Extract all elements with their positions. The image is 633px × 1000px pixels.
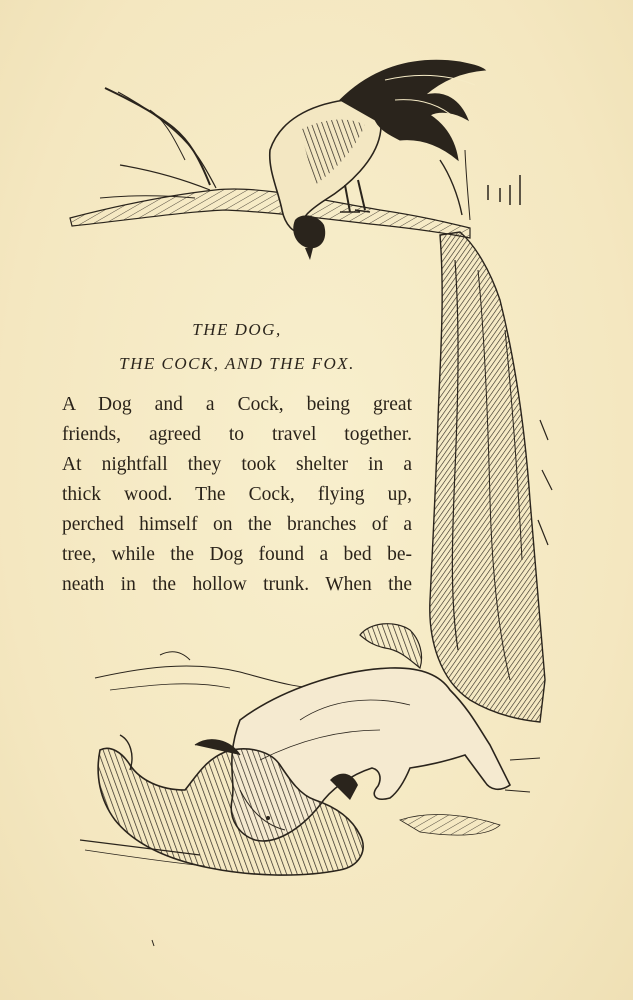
body-line: A Dog and a Cock, being great — [62, 394, 412, 415]
tree-trunk — [430, 232, 552, 722]
body-line: tree, while the Dog found a bed be- — [62, 544, 412, 565]
body-line: neath in the hollow trunk. When the — [62, 574, 412, 595]
fable-title-line-2: THE COCK, AND THE FOX. — [119, 354, 355, 373]
body-line: At nightfall they took shelter in a — [62, 454, 412, 475]
body-line: friends, agreed to travel together. — [62, 424, 412, 445]
fable-body-text — [62, 390, 412, 600]
body-line: perched himself on the branches of a — [62, 514, 412, 535]
fable-title-line-1: THE DOG, — [192, 320, 282, 339]
ink-speck — [152, 940, 154, 946]
body-line: thick wood. The Cock, flying up, — [62, 484, 412, 505]
